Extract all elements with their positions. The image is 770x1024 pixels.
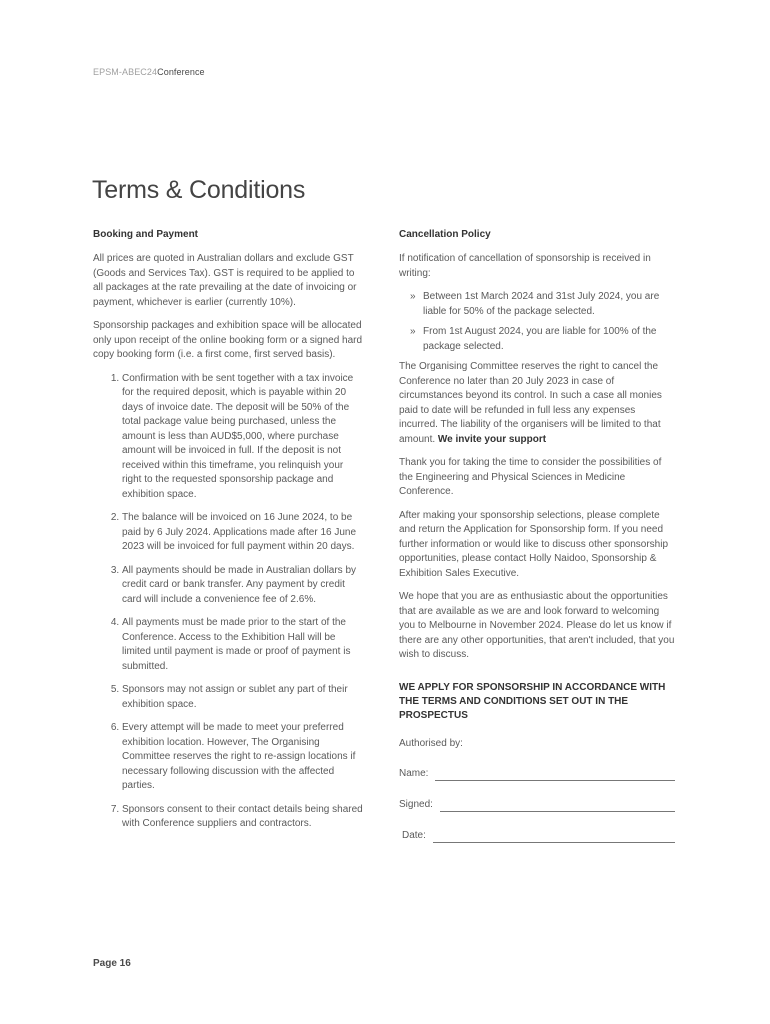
cancellation-column	[399, 228, 675, 843]
invite-text: We invite your support	[437, 433, 547, 445]
page-number: Page 16	[93, 958, 131, 969]
terms-item: 6. Every attempt will be made to meet your preferred exhibition location. However, The Organising Committee reserves the right to re-assign locations if necessary following discussion with the affected parties.	[122, 721, 363, 794]
name-row	[399, 765, 675, 781]
date-line[interactable]	[433, 830, 675, 843]
terms-item: 7. Sponsors consent to their contact details being shared with Conference suppliers and contractors.	[122, 803, 363, 832]
cancellation-heading: Cancellation Policy	[399, 229, 491, 240]
date-row	[399, 827, 675, 843]
apply-heading: WE APPLY FOR SPONSORSHIP IN ACCORDANCE WITH THE TERMS AND CONDITIONS SET OUT IN THE PROSPECTUS	[399, 681, 666, 721]
cancellation-item	[399, 325, 675, 354]
cancellation-intro: If notification of cancellation of sponsorship is received in writing:	[399, 253, 651, 279]
thanks-paragraph: Thank you for taking the time to consider the possibilities of the Engineering and Physical Sciences in Medicine Conference.	[399, 457, 662, 497]
signed-row	[399, 796, 675, 812]
authorised-label: Authorised by:	[399, 737, 463, 749]
cancellation-item-text: Between 1st March 2024 and 31st July 2024, you are liable for 50% of the package selected.	[423, 291, 660, 317]
hope-paragraph: We hope that you are as enthusiastic about the opportunities that are available as we are and look forward to welcoming you to Melbourne in November 2024. Please do let us know if there are any other opportunities, that aren't included, that you wish to discuss.	[399, 591, 675, 660]
header-code: EPSM-ABEC24	[93, 67, 158, 77]
booking-paragraph: Sponsorship packages and exhibition space will be allocated only upon receipt of the online booking form or a signed hard copy booking form (i.e. a first come, first served basis).	[93, 320, 363, 360]
page-title: Terms & Conditions	[92, 176, 306, 204]
booking-paragraph: All prices are quoted in Australian dollars and exclude GST (Goods and Services Tax). GST is required to be applied to all packages at the rate prevailing at the date of invoicing or payment, whichever is earlier (currently 10%).	[93, 253, 357, 308]
running-header	[93, 67, 205, 77]
signed-label: Signed:	[399, 798, 433, 810]
terms-item: 1. Confirmation with be sent together with a tax invoice for the required deposit, which is payable within 20 days of invoice date. The deposit will be 50% of the total package value being purchased, unless the amount is less than AUD$5,000, where purchase amount will be invoiced in full. If the deposit is not received within this timeframe, you relinquish your right to the requested sponsorship package and exhibition space.	[122, 372, 363, 503]
booking-heading: Booking and Payment	[93, 229, 199, 240]
terms-item: 5. Sponsors may not assign or sublet any part of their exhibition space.	[122, 683, 363, 712]
cancellation-item-text: From 1st August 2024, you are liable for 100% of the package selected.	[423, 326, 657, 352]
name-label: Name:	[399, 767, 429, 779]
cancellation-list	[399, 290, 675, 354]
bullet-icon: »	[410, 326, 416, 337]
terms-item: 3. All payments should be made in Australian dollars by credit card or bank transfer. Any payment by credit card will include a convenience fee of 2.6%.	[122, 564, 363, 608]
terms-item: 4. All payments must be made prior to the start of the Conference. Access to the Exhibition Hall will be limited until payment is made or proof of payment is submitted.	[122, 616, 363, 674]
terms-item: 2. The balance will be invoiced on 16 June 2024, to be paid by 6 July 2024. Applications made after 16 June 2023 will be invoiced for full payment within 20 days.	[122, 511, 363, 555]
cancellation-item	[399, 290, 675, 319]
signed-line[interactable]	[440, 799, 675, 812]
date-label: Date:	[402, 829, 426, 841]
header-title: Conference	[157, 67, 205, 77]
committee-text: The Organising Committee reserves the right to cancel the Conference no later than 20 July 2023 in case of circumstances beyond its control. In such a case all monies paid to date will be refunded in full less any expenses incurred. The liability of the organisers will be limited to that amount.	[399, 361, 662, 445]
bullet-icon: »	[410, 291, 416, 302]
terms-list	[93, 372, 363, 832]
booking-column	[93, 228, 363, 841]
name-line[interactable]	[435, 768, 675, 781]
committee-paragraph	[399, 360, 675, 447]
after-paragraph: After making your sponsorship selections, please complete and return the Application for Sponsorship form. If you need further information or would like to discuss other sponsorship opportunities, please contact Holly Naidoo, Sponsorship & Exhibition Sales Executive.	[399, 509, 669, 579]
